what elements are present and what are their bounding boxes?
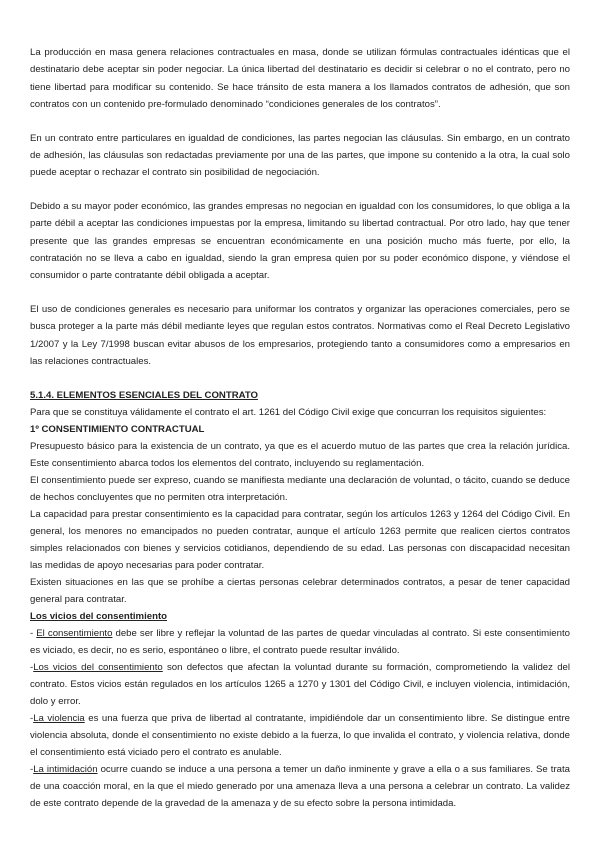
section-essential-elements	[30, 387, 570, 812]
vicios-heading: Los vicios del consentimiento	[30, 610, 168, 622]
term-consentimiento: El consentimiento	[36, 627, 113, 639]
bullet-dash: -	[30, 661, 34, 673]
vicios-item-violencia	[30, 710, 570, 761]
consent-subheading: 1º CONSENTIMIENTO CONTRACTUAL	[30, 423, 205, 435]
paragraph-general-conditions: El uso de condiciones generales es necesario para uniformar los contratos y organizar las operaciones comerciales, pero se busca proteger a la parte más débil mediante leyes que regulan estos contratos. Normativas como el Real Decreto Legislativo 1/2007 y la Ley 7/1998 buscan evitar abusos de los empresarios, protegiendo tanto a consumidores como a empresarios en las relaciones contractuales.	[30, 303, 570, 368]
bullet-dash: -	[30, 763, 34, 775]
bullet-dash: -	[30, 627, 37, 639]
paragraph-adhesion-contract: En un contrato entre particulares en igualdad de condiciones, las partes negocian las cláusulas. Sin embargo, en un contrato de adhesión, las cláusulas son redactadas previamente por una de las partes, que impone su contenido a la otra, la cual solo puede aceptar o rechazar el contrato sin posibilidad de negociación.	[30, 132, 570, 179]
item-text: son defectos que afectan la voluntad durante su formación, comprometiendo la validez del contrato. Estos vicios están regulados en los artículos 1265 a 1270 y 1301 del Código Civil, e incluyen violencia, intimidación, dolo y error.	[30, 661, 570, 707]
consent-paragraph-4: Existen situaciones en las que se prohíbe a ciertas personas celebrar determinados contratos, a pesar de tener capacidad general para contratar.	[30, 576, 570, 605]
term-intimidacion: La intimidación	[33, 763, 98, 775]
item-text: es una fuerza que priva de libertad al contratante, impidiéndole dar un consentimiento libre. Se distingue entre violencia absoluta, donde el consentimiento no existe debido a la fuerza, lo que invalida el contrato, y violencia relativa, donde el consentimiento está viciado pero el contrato es anulable.	[30, 712, 570, 758]
vicios-item-consentimiento	[30, 625, 570, 659]
paragraph-mass-contracts: La producción en masa genera relaciones contractuales en masa, donde se utilizan fórmulas contractuales idénticas que el destinatario debe aceptar sin poder negociar. La única libertad del destinatario es decidir si celebrar o no el contrato, pero no tiene libertad para modificar su contenido. Se hace tránsito de esta manera a los llamados contratos de adhesión, que son contratos con un contenido pre-formulado denominado “condiciones generales de los contratos”.	[30, 47, 570, 111]
term-violencia: La violencia	[33, 712, 85, 724]
section-heading: 5.1.4. ELEMENTOS ESENCIALES DEL CONTRATO	[30, 389, 258, 401]
consent-paragraph-2: El consentimiento puede ser expreso, cuando se manifiesta mediante una declaración de voluntad, o tácito, cuando se deduce de hechos concluyentes que no permiten otra interpretación.	[30, 474, 570, 503]
consent-paragraph-1: Presupuesto básico para la existencia de un contrato, ya que es el acuerdo mutuo de las partes que crea la relación jurídica. Este consentimiento abarca todos los elementos del contrato, incluyendo su reglamentación.	[30, 440, 570, 469]
vicios-item-intimidacion	[30, 761, 570, 812]
item-text: ocurre cuando se induce a una persona a temer un daño inminente y grave a ella o a sus familiares. Se trata de una coacción moral, en la que el miedo generado por una amenaza lleva a una persona a celebrar un contrato. La validez de este contrato depende de la gravedad de la amenaza y de su efecto sobre la persona intimidada.	[30, 763, 570, 809]
bullet-dash: -	[30, 712, 34, 724]
item-text: debe ser libre y reflejar la voluntad de las partes de quedar vinculadas al contrato. Si este consentimiento es viciado, es decir, no es serio, espontáneo o libre, el contrato puede resultar inválido.	[30, 627, 570, 656]
section-intro: Para que se constituya válidamente el contrato el art. 1261 del Código Civil exige que concurran los requisitos siguientes:	[30, 406, 547, 418]
term-vicios: Los vicios del consentimiento	[33, 661, 163, 673]
vicios-item-vicios	[30, 659, 570, 710]
document-page	[30, 44, 570, 812]
consent-paragraph-3: La capacidad para prestar consentimiento es la capacidad para contratar, según los artículos 1263 y 1264 del Código Civil. En general, los menores no emancipados no pueden contratar, aunque el artículo 1263 permite que realicen ciertos contratos simples relacionados con bienes y servicios cotidianos, dependiendo de su edad. Las personas con discapacidad necesitan las medidas de apoyo necesarias para poder contratar.	[30, 508, 570, 571]
paragraph-economic-power: Debido a su mayor poder económico, las grandes empresas no negocian en igualdad con los consumidores, lo que obliga a la parte débil a aceptar las condiciones impuestas por la empresa, limitando su libertad contractual. Por otro lado, hay que tener presente que las grandes empresas se encuentran económicamente en una posición mucho más fuerte, por ello, la contratación no se lleva a cabo en igualdad, siendo la gran empresa quien por su poder económico dispone, y viéndose el consumidor o parte contratante débil obligada a aceptar.	[30, 200, 570, 282]
